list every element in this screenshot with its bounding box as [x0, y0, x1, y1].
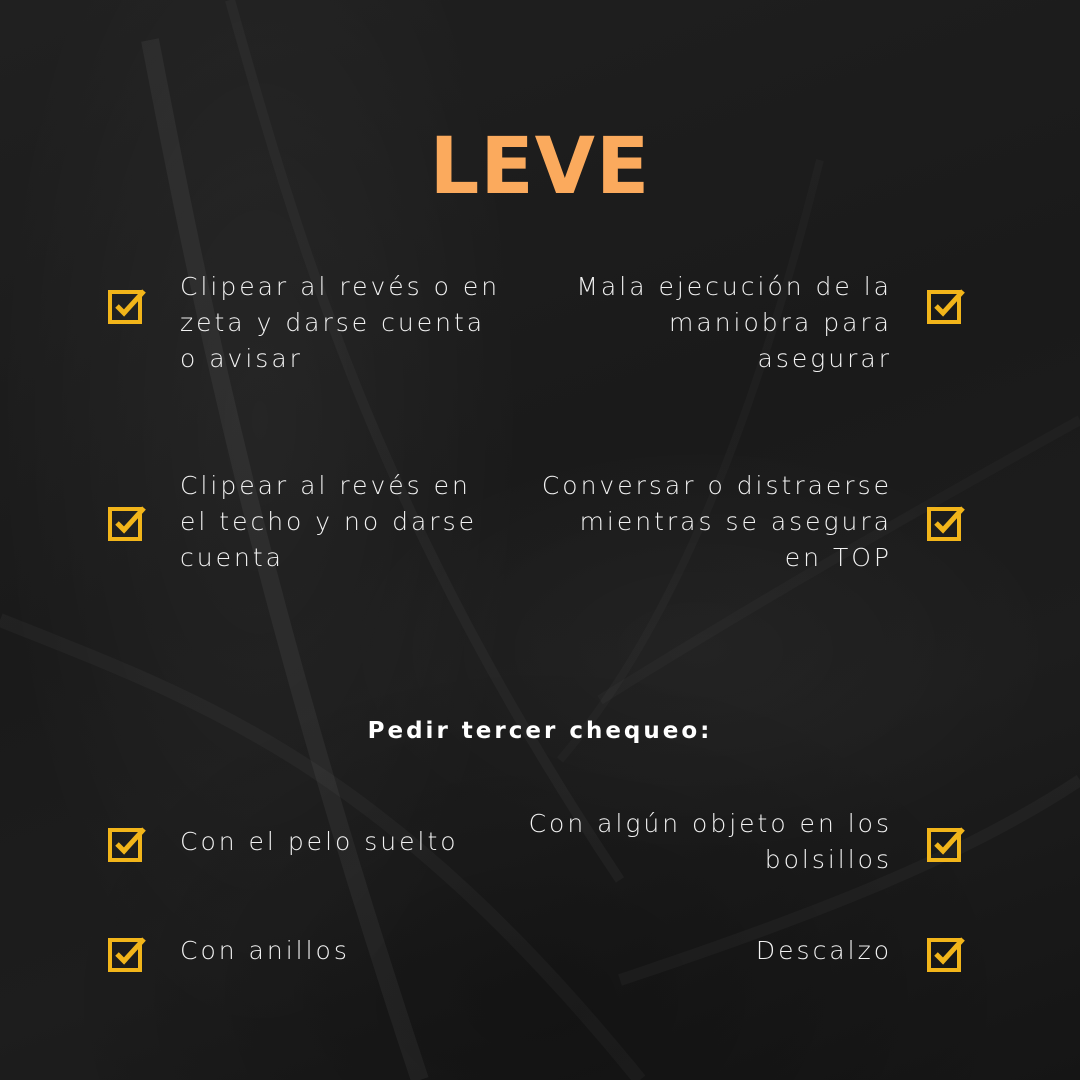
list-item-text: Clipear al revés en el techo y no darse cuenta — [180, 471, 477, 572]
checkbox-checked-icon — [926, 503, 966, 543]
list-item-text: Con anillos — [180, 936, 350, 965]
list-item-text: Con algún objeto en los bolsillos — [528, 809, 892, 874]
list-item-text: Descalzo — [755, 936, 892, 965]
page-title: LEVE — [429, 122, 651, 212]
list-item-text: Con el pelo suelto — [180, 827, 459, 856]
checkbox-checked-icon — [926, 824, 966, 864]
list-item-text: Clipear al revés o en zeta y darse cuenta o avisar — [180, 272, 501, 373]
list-item-text: Mala ejecución de la maniobra para asegurar — [576, 272, 892, 373]
checkbox-checked-icon — [926, 934, 966, 974]
section-heading: Pedir tercer chequeo: — [367, 718, 713, 744]
checkbox-checked-icon — [107, 503, 147, 543]
checkbox-checked-icon — [107, 934, 147, 974]
checkbox-checked-icon — [926, 286, 966, 326]
list-item-text: Conversar o distraerse mientras se asegura en TOP — [541, 471, 892, 572]
checkbox-checked-icon — [107, 824, 147, 864]
checkbox-checked-icon — [107, 286, 147, 326]
